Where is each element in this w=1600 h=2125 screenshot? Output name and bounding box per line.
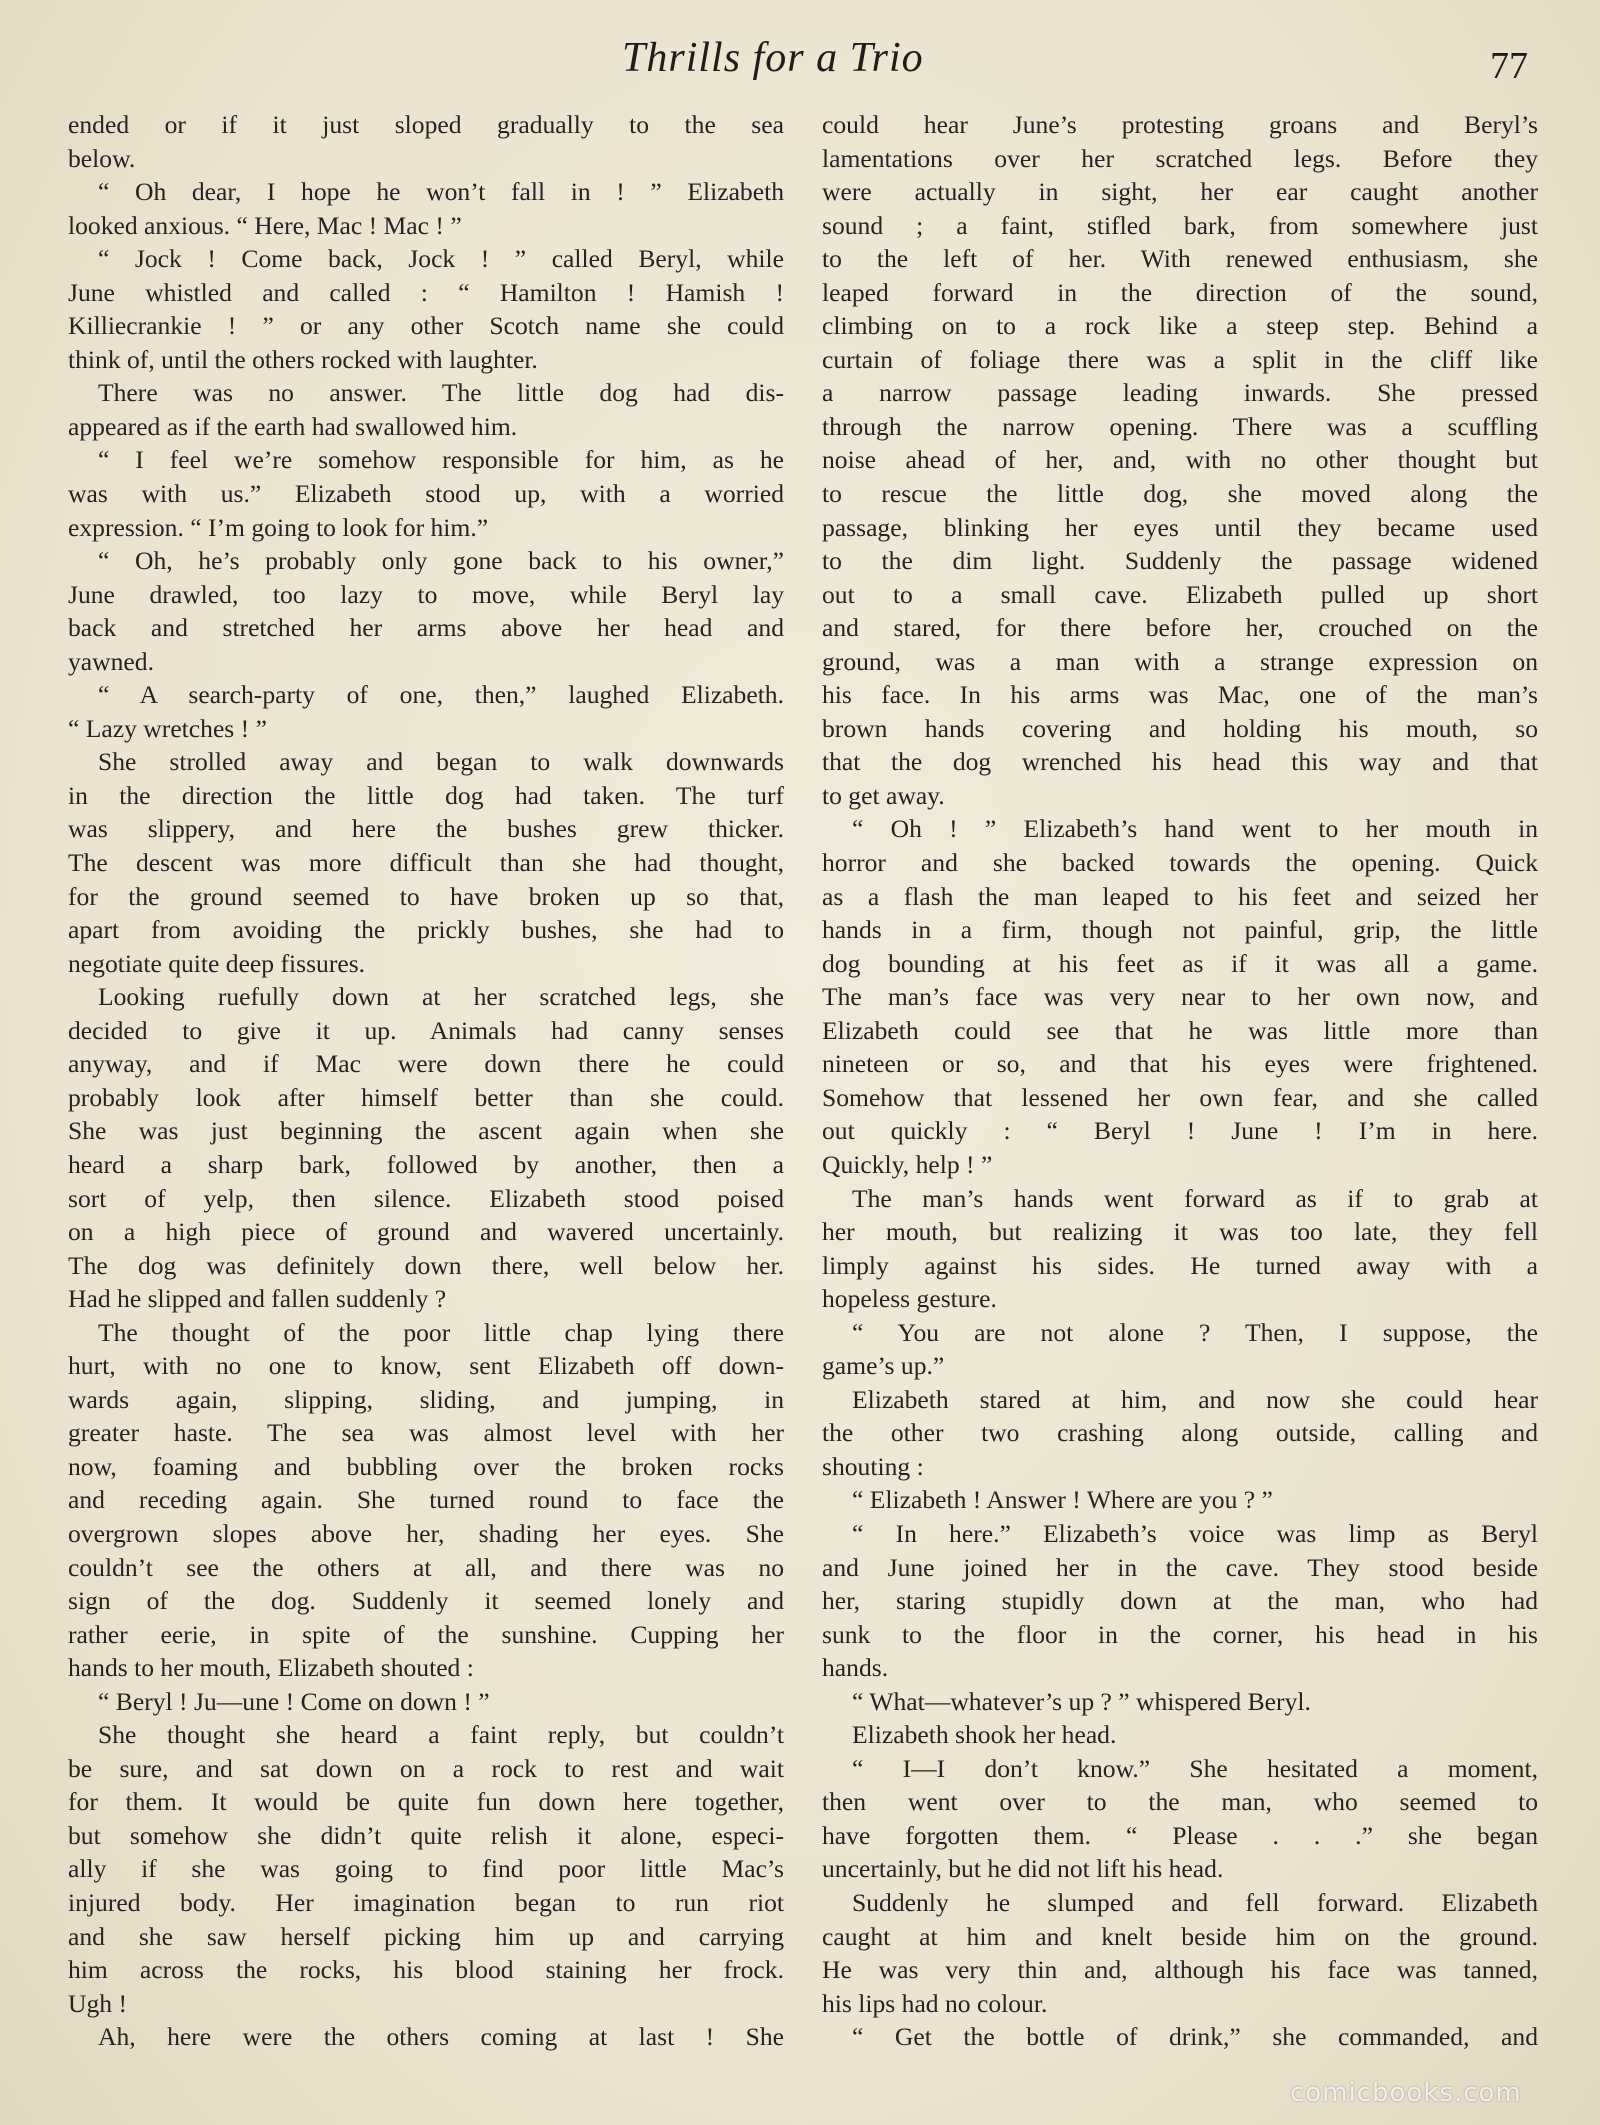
text-line: The man’s face was very near to her own now, and	[822, 982, 1538, 1012]
text-line: “ Jock ! Come back, Jock ! ” called Beryl, while	[98, 244, 784, 274]
text-line: Elizabeth stared at him, and now she could hear	[852, 1384, 1538, 1414]
text-line: negotiate quite deep fissures.	[68, 948, 366, 978]
text-line: her mouth, but realizing it was too late, they fell	[822, 1217, 1538, 1247]
text-line: noise ahead of her, and, with no other thought but	[822, 445, 1538, 475]
text-line: sunk to the floor in the corner, his head in his	[822, 1619, 1538, 1649]
text-line: “ Oh, he’s probably only gone back to his owner,”	[98, 546, 784, 576]
text-line: She was just beginning the ascent again when she	[68, 1116, 784, 1146]
text-line: June drawled, too lazy to move, while Beryl lay	[68, 579, 784, 609]
text-line: to the dim light. Suddenly the passage widened	[822, 546, 1538, 576]
running-title: Thrills for a Trio	[622, 35, 924, 81]
text-line: for them. It would be quite fun down here together,	[68, 1787, 784, 1817]
text-line: apart from avoiding the prickly bushes, she had to	[68, 915, 784, 945]
text-line: sort of yelp, then silence. Elizabeth stood poised	[68, 1183, 784, 1213]
text-line: her, staring stupidly down at the man, who had	[822, 1586, 1538, 1616]
text-line: sound ; a faint, stifled bark, from somewhere just	[822, 210, 1538, 240]
text-line: passage, blinking her eyes until they became used	[822, 512, 1538, 542]
text-line: then went over to the man, who seemed to	[822, 1787, 1538, 1817]
text-line: She thought she heard a faint reply, but couldn’t	[98, 1720, 784, 1750]
text-line: caught at him and knelt beside him on the ground.	[822, 1921, 1538, 1951]
watermark: comicbooks.com	[1290, 2078, 1522, 2108]
text-line: “ Elizabeth ! Answer ! Where are you ? ”	[852, 1485, 1273, 1515]
text-line: “ Oh ! ” Elizabeth’s hand went to her mouth in	[852, 814, 1538, 844]
text-line: Ugh !	[68, 1988, 127, 2018]
text-line: was with us.” Elizabeth stood up, with a worried	[68, 479, 784, 509]
text-line: looked anxious. “ Here, Mac ! Mac ! ”	[68, 210, 462, 240]
text-line: brown hands covering and holding his mouth, so	[822, 713, 1538, 743]
text-line: “ Get the bottle of drink,” she commanded, and	[852, 2022, 1538, 2052]
text-line: anyway, and if Mac were down there he could	[68, 1049, 784, 1079]
text-line: “ Beryl ! Ju—une ! Come on down ! ”	[98, 1686, 490, 1716]
text-line: his lips had no colour.	[822, 1988, 1048, 2018]
text-line: climbing on to a rock like a steep step. Behind a	[822, 311, 1538, 341]
text-line: out to a small cave. Elizabeth pulled up short	[822, 579, 1538, 609]
text-line: leaped forward in the direction of the sound,	[822, 277, 1538, 307]
text-line: horror and she backed towards the opening. Quick	[822, 848, 1538, 878]
text-line: hopeless gesture.	[822, 1284, 997, 1314]
text-line: heard a sharp bark, followed by another, then a	[68, 1149, 784, 1179]
text-line: back and stretched her arms above her head and	[68, 613, 784, 643]
text-line: Quickly, help ! ”	[822, 1149, 993, 1179]
text-line: “ A search-party of one, then,” laughed Elizabeth.	[98, 680, 784, 710]
text-line: overgrown slopes above her, shading her eyes. She	[68, 1518, 784, 1548]
text-line: The man’s hands went forward as if to grab at	[852, 1183, 1538, 1213]
text-line: dog bounding at his feet as if it was all a game.	[822, 948, 1538, 978]
text-line: ally if she was going to find poor little Mac’s	[68, 1854, 784, 1884]
text-line: Ah, here were the others coming at last ! She	[98, 2022, 784, 2052]
text-line: She strolled away and began to walk downwards	[98, 747, 784, 777]
left-column	[68, 108, 784, 2054]
text-line: Somehow that lessened her own fear, and she called	[822, 1082, 1538, 1112]
text-line: but somehow she didn’t quite relish it alone, especi-	[68, 1820, 784, 1850]
text-line: The dog was definitely down there, well below her.	[68, 1250, 784, 1280]
text-line: have forgotten them. “ Please . . .” she began	[822, 1820, 1538, 1850]
text-line: probably look after himself better than she could.	[68, 1082, 784, 1112]
text-line: think of, until the others rocked with laughter.	[68, 344, 538, 374]
text-line: him across the rocks, his blood staining her frock.	[68, 1955, 784, 1985]
text-line: Suddenly he slumped and fell forward. Elizabeth	[852, 1887, 1538, 1917]
text-line: and June joined her in the cave. They stood beside	[822, 1552, 1538, 1582]
text-line: “ Oh dear, I hope he won’t fall in ! ” Elizabeth	[98, 177, 784, 207]
text-line: and stared, for there before her, crouched on the	[822, 613, 1538, 643]
text-line: out quickly : “ Beryl ! June ! I’m in here.	[822, 1116, 1538, 1146]
text-line: could hear June’s protesting groans and Beryl’s	[822, 110, 1538, 139]
text-line: The descent was more difficult than she had thought,	[68, 848, 784, 878]
text-line: game’s up.”	[822, 1351, 945, 1381]
text-line: the other two crashing along outside, calling and	[822, 1418, 1538, 1448]
text-line: to get away.	[822, 780, 945, 810]
text-line: uncertainly, but he did not lift his head.	[822, 1854, 1224, 1884]
text-line: his face. In his arms was Mac, one of the man’s	[822, 680, 1538, 710]
text-line: There was no answer. The little dog had dis-	[98, 378, 784, 408]
text-line: expression. “ I’m going to look for him.”	[68, 512, 489, 542]
text-line: “ I feel we’re somehow responsible for him, as he	[98, 445, 784, 475]
text-line: ground, was a man with a strange expression on	[822, 646, 1538, 676]
right-column	[822, 108, 1538, 2054]
text-line: below.	[68, 143, 136, 173]
text-line: “ In here.” Elizabeth’s voice was limp as Beryl	[852, 1518, 1538, 1548]
text-line: a narrow passage leading inwards. She pressed	[822, 378, 1538, 408]
text-line: June whistled and called : “ Hamilton ! Hamish !	[68, 277, 784, 307]
text-line: now, foaming and bubbling over the broken rocks	[68, 1451, 784, 1481]
text-line: lamentations over her scratched legs. Before they	[822, 143, 1538, 173]
text-line: Had he slipped and fallen suddenly ?	[68, 1284, 447, 1314]
text-line: and receding again. She turned round to face the	[68, 1485, 784, 1515]
text-line: injured body. Her imagination began to run riot	[68, 1887, 784, 1917]
text-line: curtain of foliage there was a split in the cliff like	[822, 344, 1538, 374]
text-line: was slippery, and here the bushes grew thicker.	[68, 814, 784, 844]
page-number: 77	[1490, 45, 1528, 87]
text-line: to the left of her. With renewed enthusiasm, she	[822, 244, 1538, 274]
text-line: Elizabeth shook her head.	[852, 1720, 1117, 1750]
text-line: The thought of the poor little chap lying there	[98, 1317, 784, 1347]
text-line: and she saw herself picking him up and carrying	[68, 1921, 784, 1951]
text-line: hands to her mouth, Elizabeth shouted :	[68, 1653, 474, 1683]
text-line: yawned.	[68, 646, 154, 676]
text-line: couldn’t see the others at all, and there was no	[68, 1552, 784, 1582]
text-line: Elizabeth could see that he was little more than	[822, 1015, 1538, 1045]
text-line: in the direction the little dog had taken. The turf	[68, 780, 784, 810]
text-line: “ What—whatever’s up ? ” whispered Beryl.	[852, 1686, 1311, 1716]
text-line: as a flash the man leaped to his feet and seized her	[822, 881, 1538, 911]
text-line: “ I—I don’t know.” She hesitated a moment,	[852, 1753, 1538, 1783]
text-line: hands in a firm, though not painful, grip, the little	[822, 915, 1538, 945]
text-line: to rescue the little dog, she moved along the	[822, 479, 1538, 509]
text-line: “ You are not alone ? Then, I suppose, the	[852, 1317, 1538, 1347]
page-header	[0, 34, 1600, 94]
text-line: that the dog wrenched his head this way and that	[822, 747, 1538, 777]
text-line: were actually in sight, her ear caught another	[822, 177, 1538, 207]
text-line: ended or if it just sloped gradually to the sea	[68, 110, 784, 139]
text-line: be sure, and sat down on a rock to rest and wait	[68, 1753, 784, 1783]
text-line: Killiecrankie ! ” or any other Scotch name she could	[68, 311, 784, 341]
text-line: Looking ruefully down at her scratched legs, she	[98, 982, 784, 1012]
text-line: decided to give it up. Animals had canny senses	[68, 1015, 784, 1045]
text-line: hands.	[822, 1653, 889, 1683]
text-line: greater haste. The sea was almost level with her	[68, 1418, 784, 1448]
text-line: shouting :	[822, 1451, 924, 1481]
text-line: “ Lazy wretches ! ”	[68, 713, 267, 743]
text-line: He was very thin and, although his face was tanned,	[822, 1955, 1538, 1985]
text-line: limply against his sides. He turned away with a	[822, 1250, 1538, 1280]
text-line: wards again, slipping, sliding, and jumping, in	[68, 1384, 784, 1414]
text-line: rather eerie, in spite of the sunshine. Cupping her	[68, 1619, 784, 1649]
text-line: through the narrow opening. There was a scuffling	[822, 411, 1538, 441]
text-line: on a high piece of ground and wavered uncertainly.	[68, 1217, 784, 1247]
text-line: for the ground seemed to have broken up so that,	[68, 881, 784, 911]
text-line: sign of the dog. Suddenly it seemed lonely and	[68, 1586, 784, 1616]
text-line: nineteen or so, and that his eyes were frightened.	[822, 1049, 1538, 1079]
text-line: appeared as if the earth had swallowed him.	[68, 411, 518, 441]
text-line: hurt, with no one to know, sent Elizabeth off down-	[68, 1351, 784, 1381]
